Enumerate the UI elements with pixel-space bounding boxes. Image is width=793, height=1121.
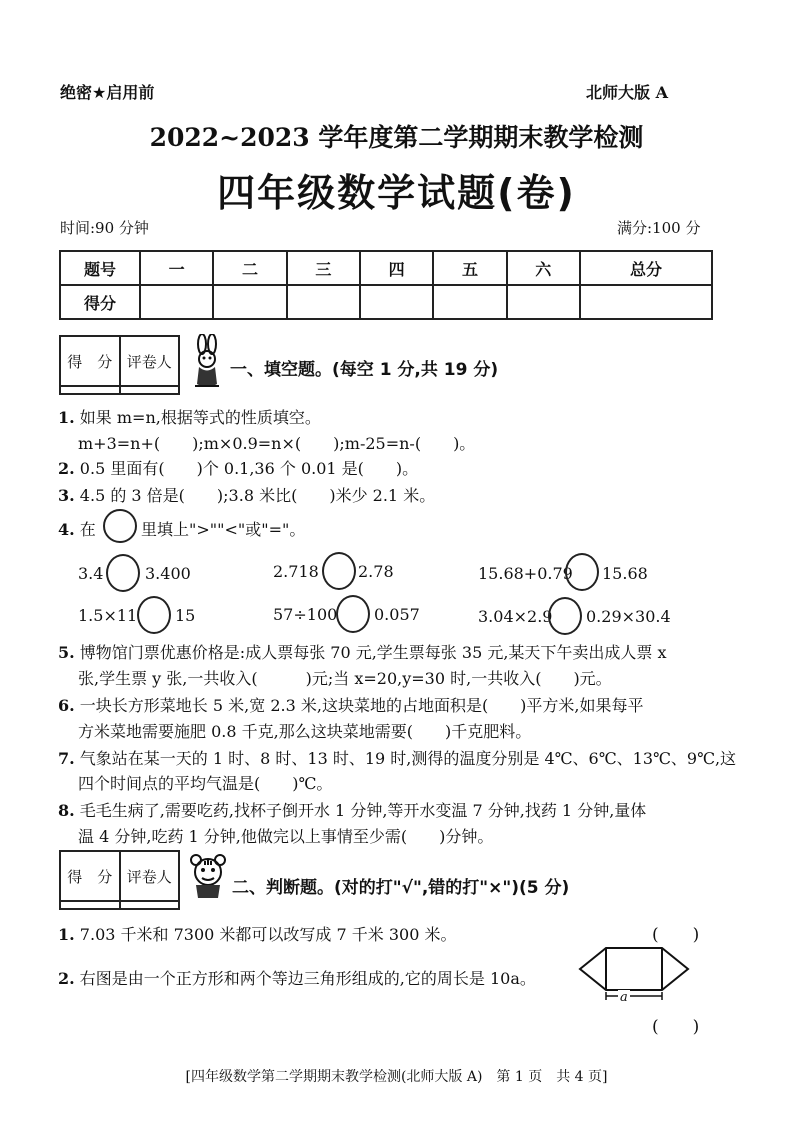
question-8: [58, 798, 646, 821]
question-4: [58, 517, 96, 540]
page-title: 四年级数学试题(卷): [217, 171, 576, 215]
question-4-instruction: 里填上">""<"或"="。: [141, 520, 306, 539]
table-cell: 一: [140, 251, 213, 285]
table-cell: 总分: [580, 251, 712, 285]
question-1: [58, 405, 321, 428]
question-8-line2: 温 4 分钟,吃药 1 分钟,他做完以上事情至少需( )分钟。: [78, 827, 494, 846]
question-text: 7.03 千米和 7300 米都可以改写成 7 千米 300 米。: [79, 925, 457, 944]
answer-circle-example: [103, 509, 137, 543]
grader-reviewer-cell[interactable]: [120, 386, 180, 394]
compare-left: 1.5×11: [78, 606, 138, 625]
grader-score-label: 得 分: [60, 851, 120, 901]
section1-title: 一、填空题。(每空 1 分,共 19 分): [230, 360, 499, 380]
edition-label: 北师大版 A: [586, 83, 668, 102]
question-number: 3.: [58, 486, 75, 505]
question-text: 如果 m=n,根据等式的性质填空。: [79, 408, 321, 427]
score-cell[interactable]: [433, 285, 506, 319]
score-cell[interactable]: [287, 285, 360, 319]
compare-right: 2.78: [358, 562, 394, 581]
score-cell[interactable]: [140, 285, 213, 319]
question-number: 2.: [58, 459, 75, 478]
compare-circle[interactable]: [565, 553, 599, 591]
compare-circle[interactable]: [137, 596, 171, 634]
compare-right: 3.400: [145, 564, 191, 583]
compare-right: 0.057: [374, 605, 420, 624]
score-table-header-row: [60, 251, 712, 285]
tiger-mascot-icon: [188, 852, 228, 900]
compare-circle[interactable]: [336, 595, 370, 633]
question-text: 一块长方形菜地长 5 米,宽 2.3 米,这块菜地的占地面积是( )平方米,如果每平: [79, 696, 644, 715]
question-2: [58, 456, 418, 479]
answer-paren[interactable]: ( ): [652, 925, 700, 945]
question-7: [58, 746, 736, 769]
grader-score-cell[interactable]: [60, 901, 120, 909]
judgment-question-1: [58, 922, 456, 945]
table-cell: 二: [213, 251, 286, 285]
question-3: [58, 483, 435, 506]
question-text: 毛毛生病了,需要吃药,找杯子倒开水 1 分钟,等开水变温 7 分钟,找药 1 分钟,量体: [79, 801, 647, 820]
question-5-line2: 张,学生票 y 张,一共收入( )元;当 x=20,y=30 时,一共收入( )元。: [78, 669, 612, 688]
score-table: [59, 250, 713, 320]
question-6-line2: 方米菜地需要施肥 0.8 千克,那么这块菜地需要( )千克肥料。: [78, 722, 532, 741]
question-number: 2.: [58, 969, 75, 988]
grader-score-cell[interactable]: [60, 386, 120, 394]
question-number: 7.: [58, 749, 75, 768]
compare-left: 3.04×2.9: [478, 607, 553, 626]
grader-reviewer-label: 评卷人: [120, 336, 180, 386]
question-number: 4.: [58, 520, 75, 539]
table-cell: 五: [433, 251, 506, 285]
compare-right: 15: [175, 606, 196, 625]
table-cell: 六: [507, 251, 580, 285]
table-cell: 四: [360, 251, 433, 285]
question-6: [58, 693, 644, 716]
question-5: [58, 640, 667, 663]
question-text: 气象站在某一天的 1 时、8 时、13 时、19 时,测得的温度分别是 4℃、6℃、13℃、9℃,这: [79, 749, 737, 768]
table-cell: 三: [287, 251, 360, 285]
grader-box-section2: [59, 850, 180, 910]
exam-time: 时间:90 分钟: [60, 219, 149, 237]
section2-title: 二、判断题。(对的打"√",错的打"×")(5 分): [232, 878, 570, 898]
grader-reviewer-cell[interactable]: [120, 901, 180, 909]
question-text: 4.5 的 3 倍是( );3.8 米比( )米少 2.1 米。: [79, 486, 436, 505]
question-number: 1.: [58, 408, 75, 427]
page-footer: [四年级数学第二学期期末教学检测(北师大版 A) 第 1 页 共 4 页]: [185, 1069, 608, 1085]
question-text: 右图是由一个正方形和两个等边三角形组成的,它的周长是 10a。: [79, 969, 536, 988]
grader-score-label: 得 分: [60, 336, 120, 386]
compare-left: 57÷100: [273, 605, 338, 624]
score-cell[interactable]: [580, 285, 712, 319]
question-7-line2: 四个时间点的平均气温是( )℃。: [78, 774, 333, 793]
figure-side-label: a: [620, 990, 628, 1005]
question-number: 8.: [58, 801, 75, 820]
question-text: 在: [79, 520, 96, 539]
rabbit-mascot-icon: [190, 334, 224, 392]
square-triangles-figure: [576, 944, 692, 1004]
compare-right: 0.29×30.4: [586, 607, 671, 626]
compare-left: 3.4: [78, 564, 104, 583]
grader-box-section1: [59, 335, 180, 395]
judgment-question-2: [58, 966, 536, 989]
compare-left: 15.68+0.79: [478, 564, 573, 583]
compare-left: 2.718: [273, 562, 319, 581]
compare-circle[interactable]: [106, 554, 140, 592]
grader-reviewer-label: 评卷人: [120, 851, 180, 901]
score-cell[interactable]: [507, 285, 580, 319]
answer-paren[interactable]: ( ): [652, 1017, 700, 1037]
table-cell: 得分: [60, 285, 140, 319]
compare-circle[interactable]: [322, 552, 356, 590]
year-title: 2022~2023 学年度第二学期期末教学检测: [149, 123, 644, 152]
full-score: 满分:100 分: [617, 219, 701, 237]
question-number: 6.: [58, 696, 75, 715]
question-number: 5.: [58, 643, 75, 662]
compare-circle[interactable]: [548, 597, 582, 635]
score-cell[interactable]: [213, 285, 286, 319]
score-cell[interactable]: [360, 285, 433, 319]
question-number: 1.: [58, 925, 75, 944]
compare-right: 15.68: [602, 564, 648, 583]
question-1-line2: m+3=n+( );m×0.9=n×( );m-25=n-( )。: [78, 434, 476, 453]
secret-label: 绝密★启用前: [60, 83, 155, 102]
score-table-score-row: [60, 285, 712, 319]
table-cell: 题号: [60, 251, 140, 285]
question-text: 0.5 里面有( )个 0.1,36 个 0.01 是( )。: [79, 459, 419, 478]
question-text: 博物馆门票优惠价格是:成人票每张 70 元,学生票每张 35 元,某天下午卖出成人票 x: [79, 643, 667, 662]
